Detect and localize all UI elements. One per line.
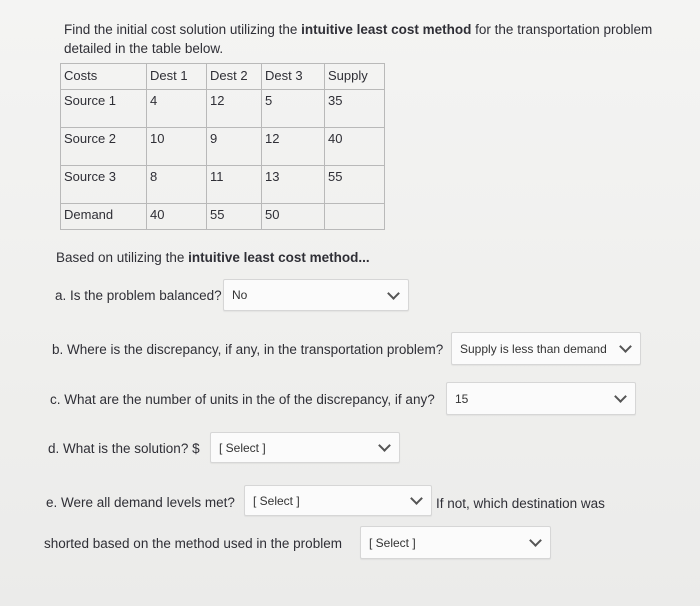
table-row	[61, 90, 385, 128]
subtitle-part1: Based on utilizing the	[56, 250, 189, 265]
chevron-down-icon	[378, 439, 391, 452]
instructions-text	[64, 20, 664, 58]
table-row-demand	[61, 204, 385, 230]
table-cell: 40	[147, 204, 207, 230]
table-cell: 40	[325, 128, 385, 166]
table-cell: 11	[207, 166, 262, 204]
table-header-cell: Supply	[325, 64, 385, 90]
chevron-down-icon	[619, 340, 632, 353]
question-e-label: e. Were all demand levels met?	[46, 495, 235, 510]
demand-met-select[interactable]	[244, 485, 432, 516]
table-cell: 8	[147, 166, 207, 204]
balanced-select-value: No	[232, 288, 248, 302]
table-cell: 5	[262, 90, 325, 128]
chevron-down-icon	[387, 287, 400, 300]
question-c-label: c. What are the number of units in the of the discrepancy, if any?	[50, 392, 435, 407]
table-cell: 12	[207, 90, 262, 128]
table-row	[61, 166, 385, 204]
shorted-destination-select[interactable]	[360, 526, 551, 559]
table-cell: 13	[262, 166, 325, 204]
table-cell: 35	[325, 90, 385, 128]
table-cell: 55	[207, 204, 262, 230]
table-cell	[325, 204, 385, 230]
question-a-label: a. Is the problem balanced?	[55, 288, 222, 303]
table-cell: 55	[325, 166, 385, 204]
discrepancy-units-select[interactable]	[446, 382, 636, 415]
discrepancy-select[interactable]	[451, 332, 641, 365]
balanced-select[interactable]	[223, 279, 409, 311]
question-f-label: shorted based on the method used in the problem	[44, 536, 342, 551]
solution-select[interactable]	[210, 432, 400, 463]
table-cell: 9	[207, 128, 262, 166]
shorted-destination-select-value: [ Select ]	[369, 535, 416, 550]
table-cell: 10	[147, 128, 207, 166]
table-row	[61, 128, 385, 166]
table-header-cell: Dest 1	[147, 64, 207, 90]
table-cell: 12	[262, 128, 325, 166]
table-cell: Source 2	[61, 128, 147, 166]
chevron-down-icon	[410, 492, 423, 505]
instructions-part2: for the transportation problem detailed in the table below.	[64, 22, 653, 56]
table-cell: Source 3	[61, 166, 147, 204]
table-header-cell: Dest 2	[207, 64, 262, 90]
discrepancy-select-value: Supply is less than demand	[460, 341, 607, 356]
transportation-table	[60, 63, 385, 230]
solution-select-value: [ Select ]	[219, 440, 266, 455]
instructions-part1: Find the initial cost solution utilizing the	[64, 22, 302, 37]
table-cell: 50	[262, 204, 325, 230]
question-b-label: b. Where is the discrepancy, if any, in the transportation problem?	[52, 342, 444, 357]
discrepancy-units-select-value: 15	[455, 391, 469, 406]
instructions-bold: intuitive least cost method	[301, 22, 472, 37]
question-d-label: d. What is the solution? $	[48, 441, 200, 456]
chevron-down-icon	[614, 390, 627, 403]
table-header-cell: Costs	[61, 64, 147, 90]
table-header-row	[61, 64, 385, 90]
table-cell: Source 1	[61, 90, 147, 128]
question-e-followup: If not, which destination was	[436, 496, 605, 511]
method-subtitle	[56, 250, 370, 265]
table-cell: Demand	[61, 204, 147, 230]
demand-met-select-value: [ Select ]	[253, 493, 300, 508]
table-cell: 4	[147, 90, 207, 128]
chevron-down-icon	[529, 534, 542, 547]
table-header-cell: Dest 3	[262, 64, 325, 90]
subtitle-bold: intuitive least cost method...	[188, 250, 370, 265]
